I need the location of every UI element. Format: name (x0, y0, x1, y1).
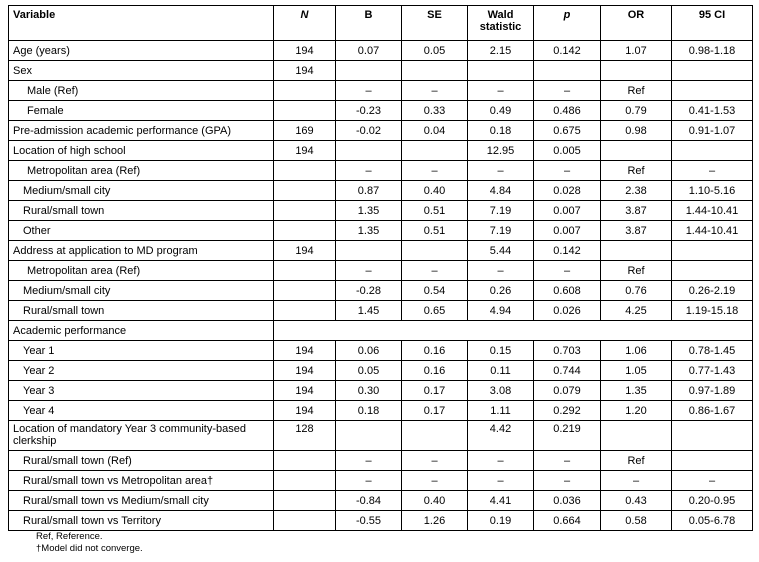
cell-wald: 4.94 (468, 301, 534, 321)
cell-p: 0.142 (534, 41, 601, 61)
cell-or: 1.20 (601, 401, 672, 421)
cell-b: -0.02 (336, 121, 402, 141)
cell-wald: 0.18 (468, 121, 534, 141)
cell-or: 0.58 (601, 511, 672, 531)
header-p: p (534, 6, 601, 41)
header-or: OR (601, 6, 672, 41)
cell-p: 0.608 (534, 281, 601, 301)
cell-p: 0.036 (534, 491, 601, 511)
table-row (9, 241, 753, 261)
cell-or: 3.87 (601, 201, 672, 221)
table-notes (36, 531, 143, 555)
cell-ci: 0.97-1.89 (672, 381, 753, 401)
cell-ci: – (672, 161, 753, 181)
cell-ci (672, 421, 753, 451)
header-ci: 95 CI (672, 6, 753, 41)
cell-wald: 3.08 (468, 381, 534, 401)
cell-ci: 0.26-2.19 (672, 281, 753, 301)
cell-wald: – (468, 471, 534, 491)
header-n: N (274, 6, 336, 41)
cell-b: -0.84 (336, 491, 402, 511)
cell-b: 0.07 (336, 41, 402, 61)
cell-se: 0.33 (402, 101, 468, 121)
row-label: Rural/small town (9, 201, 274, 221)
cell-se: 0.65 (402, 301, 468, 321)
table-row (9, 81, 753, 101)
cell-b (336, 141, 402, 161)
cell-n: 194 (274, 401, 336, 421)
cell-n: 194 (274, 61, 336, 81)
row-label: Female (9, 101, 274, 121)
cell-p: 0.142 (534, 241, 601, 261)
cell-wald: 4.42 (468, 421, 534, 451)
cell-wald: 7.19 (468, 221, 534, 241)
cell-se: – (402, 261, 468, 281)
note-reference: Ref, Reference. (36, 531, 103, 542)
cell-p: – (534, 161, 601, 181)
table-row (9, 471, 753, 491)
cell-or: Ref (601, 451, 672, 471)
row-label: Male (Ref) (9, 81, 274, 101)
table-row (9, 491, 753, 511)
table-row (9, 101, 753, 121)
cell-wald: 4.84 (468, 181, 534, 201)
cell-or: – (601, 471, 672, 491)
cell-p: – (534, 261, 601, 281)
row-label: Sex (9, 61, 274, 81)
row-label: Metropolitan area (Ref) (9, 161, 274, 181)
cell-wald (468, 61, 534, 81)
cell-b: 0.87 (336, 181, 402, 201)
cell-ci: 1.19-15.18 (672, 301, 753, 321)
cell-se: 0.17 (402, 381, 468, 401)
cell-se: 0.17 (402, 401, 468, 421)
row-label: Rural/small town vs Medium/small city (9, 491, 274, 511)
cell-b (336, 421, 402, 451)
cell-or: Ref (601, 261, 672, 281)
cell-or: 4.25 (601, 301, 672, 321)
cell-wald: 4.41 (468, 491, 534, 511)
cell-ci: 0.41-1.53 (672, 101, 753, 121)
cell-n: 194 (274, 341, 336, 361)
cell-n (274, 471, 336, 491)
table-row (9, 401, 753, 421)
cell-p: 0.744 (534, 361, 601, 381)
cell-p: 0.026 (534, 301, 601, 321)
table-row (9, 281, 753, 301)
row-label: Location of mandatory Year 3 community-based clerkship (9, 421, 274, 451)
cell-p: 0.219 (534, 421, 601, 451)
header-b: B (336, 6, 402, 41)
cell-or: 3.87 (601, 221, 672, 241)
cell-se: 0.40 (402, 491, 468, 511)
cell-p: 0.675 (534, 121, 601, 141)
cell-or: Ref (601, 161, 672, 181)
cell-or: 1.35 (601, 381, 672, 401)
row-label: Year 4 (9, 401, 274, 421)
cell-b: 0.05 (336, 361, 402, 381)
row-label: Academic performance (9, 321, 274, 341)
cell-n: 194 (274, 241, 336, 261)
table-row (9, 361, 753, 381)
cell-p: – (534, 451, 601, 471)
cell-se: 0.16 (402, 361, 468, 381)
cell-n (274, 451, 336, 471)
cell-n (274, 181, 336, 201)
cell-wald: 0.26 (468, 281, 534, 301)
cell-wald: 2.15 (468, 41, 534, 61)
row-label: Medium/small city (9, 181, 274, 201)
cell-se: – (402, 161, 468, 181)
cell-n (274, 161, 336, 181)
cell-or (601, 421, 672, 451)
cell-wald: 12.95 (468, 141, 534, 161)
row-label: Medium/small city (9, 281, 274, 301)
cell-or: 1.06 (601, 341, 672, 361)
cell-wald: 0.49 (468, 101, 534, 121)
table-row (9, 221, 753, 241)
note-convergence: †Model did not converge. (36, 543, 143, 554)
cell-n (274, 81, 336, 101)
merged-cell (274, 321, 753, 341)
row-label: Rural/small town vs Territory (9, 511, 274, 531)
cell-p: – (534, 81, 601, 101)
cell-or: 0.43 (601, 491, 672, 511)
row-label: Metropolitan area (Ref) (9, 261, 274, 281)
cell-wald: 0.11 (468, 361, 534, 381)
cell-wald: – (468, 261, 534, 281)
cell-wald: – (468, 451, 534, 471)
cell-p: 0.664 (534, 511, 601, 531)
cell-b: – (336, 451, 402, 471)
cell-n (274, 221, 336, 241)
cell-ci: 0.98-1.18 (672, 41, 753, 61)
cell-se (402, 241, 468, 261)
header-row (9, 6, 753, 41)
results-table (8, 5, 753, 531)
cell-ci: 1.44-10.41 (672, 201, 753, 221)
cell-b: -0.23 (336, 101, 402, 121)
cell-ci (672, 241, 753, 261)
cell-wald: 0.15 (468, 341, 534, 361)
row-label: Rural/small town vs Metropolitan area† (9, 471, 274, 491)
cell-se: – (402, 81, 468, 101)
cell-n (274, 511, 336, 531)
table-row (9, 61, 753, 81)
header-se: SE (402, 6, 468, 41)
cell-or: 0.79 (601, 101, 672, 121)
row-label: Year 1 (9, 341, 274, 361)
row-label: Rural/small town (Ref) (9, 451, 274, 471)
cell-or: 2.38 (601, 181, 672, 201)
row-label: Pre-admission academic performance (GPA) (9, 121, 274, 141)
table-row (9, 41, 753, 61)
table-row (9, 421, 753, 451)
table-row (9, 141, 753, 161)
row-label: Address at application to MD program (9, 241, 274, 261)
cell-se: 0.51 (402, 201, 468, 221)
cell-n: 194 (274, 381, 336, 401)
cell-n (274, 201, 336, 221)
table-row (9, 301, 753, 321)
cell-n (274, 491, 336, 511)
cell-b: – (336, 81, 402, 101)
cell-se: 0.16 (402, 341, 468, 361)
cell-ci: 1.44-10.41 (672, 221, 753, 241)
row-label: Age (years) (9, 41, 274, 61)
cell-or (601, 61, 672, 81)
cell-p: 0.028 (534, 181, 601, 201)
cell-ci: 0.77-1.43 (672, 361, 753, 381)
cell-b: 0.18 (336, 401, 402, 421)
cell-p (534, 61, 601, 81)
cell-b: – (336, 261, 402, 281)
cell-p: 0.007 (534, 221, 601, 241)
row-label: Rural/small town (9, 301, 274, 321)
cell-b: 1.35 (336, 201, 402, 221)
cell-p: 0.007 (534, 201, 601, 221)
cell-ci: 0.05-6.78 (672, 511, 753, 531)
cell-se: 0.51 (402, 221, 468, 241)
table-row (9, 121, 753, 141)
table-row (9, 451, 753, 471)
cell-p: 0.005 (534, 141, 601, 161)
table-row (9, 261, 753, 281)
cell-ci: 0.91-1.07 (672, 121, 753, 141)
cell-se: – (402, 471, 468, 491)
cell-se: – (402, 451, 468, 471)
cell-n: 169 (274, 121, 336, 141)
cell-or (601, 141, 672, 161)
cell-b: – (336, 161, 402, 181)
cell-n (274, 101, 336, 121)
cell-ci (672, 261, 753, 281)
cell-or: 0.76 (601, 281, 672, 301)
cell-n: 128 (274, 421, 336, 451)
cell-p: 0.079 (534, 381, 601, 401)
cell-ci: – (672, 471, 753, 491)
cell-p: – (534, 471, 601, 491)
cell-or: 0.98 (601, 121, 672, 141)
cell-or (601, 241, 672, 261)
cell-b: – (336, 471, 402, 491)
cell-n (274, 301, 336, 321)
cell-b: -0.28 (336, 281, 402, 301)
cell-n (274, 281, 336, 301)
cell-se (402, 141, 468, 161)
cell-ci (672, 61, 753, 81)
cell-n (274, 261, 336, 281)
cell-b (336, 241, 402, 261)
cell-ci: 0.86-1.67 (672, 401, 753, 421)
table-row (9, 161, 753, 181)
header-variable: Variable (9, 6, 274, 41)
row-label: Year 3 (9, 381, 274, 401)
cell-b: -0.55 (336, 511, 402, 531)
cell-b: 0.06 (336, 341, 402, 361)
table-row (9, 511, 753, 531)
cell-wald: 5.44 (468, 241, 534, 261)
header-wald: Wald statistic (468, 6, 534, 41)
table-row (9, 181, 753, 201)
table-row (9, 201, 753, 221)
table-row (9, 381, 753, 401)
row-label: Other (9, 221, 274, 241)
cell-wald: – (468, 161, 534, 181)
cell-se: 0.40 (402, 181, 468, 201)
cell-se: 1.26 (402, 511, 468, 531)
cell-b: 0.30 (336, 381, 402, 401)
cell-wald: 1.11 (468, 401, 534, 421)
cell-b: 1.35 (336, 221, 402, 241)
cell-b (336, 61, 402, 81)
cell-n: 194 (274, 41, 336, 61)
row-label: Year 2 (9, 361, 274, 381)
cell-wald: 7.19 (468, 201, 534, 221)
cell-b: 1.45 (336, 301, 402, 321)
cell-or: 1.07 (601, 41, 672, 61)
cell-ci (672, 451, 753, 471)
cell-ci (672, 81, 753, 101)
cell-se: 0.05 (402, 41, 468, 61)
cell-se: 0.54 (402, 281, 468, 301)
cell-n: 194 (274, 141, 336, 161)
table-row (9, 321, 753, 341)
cell-ci: 0.78-1.45 (672, 341, 753, 361)
table-row (9, 341, 753, 361)
cell-or: 1.05 (601, 361, 672, 381)
cell-ci: 1.10-5.16 (672, 181, 753, 201)
cell-n: 194 (274, 361, 336, 381)
cell-p: 0.292 (534, 401, 601, 421)
cell-ci: 0.20-0.95 (672, 491, 753, 511)
cell-wald: – (468, 81, 534, 101)
cell-se (402, 61, 468, 81)
cell-wald: 0.19 (468, 511, 534, 531)
row-label: Location of high school (9, 141, 274, 161)
cell-ci (672, 141, 753, 161)
cell-p: 0.703 (534, 341, 601, 361)
cell-or: Ref (601, 81, 672, 101)
cell-p: 0.486 (534, 101, 601, 121)
cell-se: 0.04 (402, 121, 468, 141)
cell-se (402, 421, 468, 451)
